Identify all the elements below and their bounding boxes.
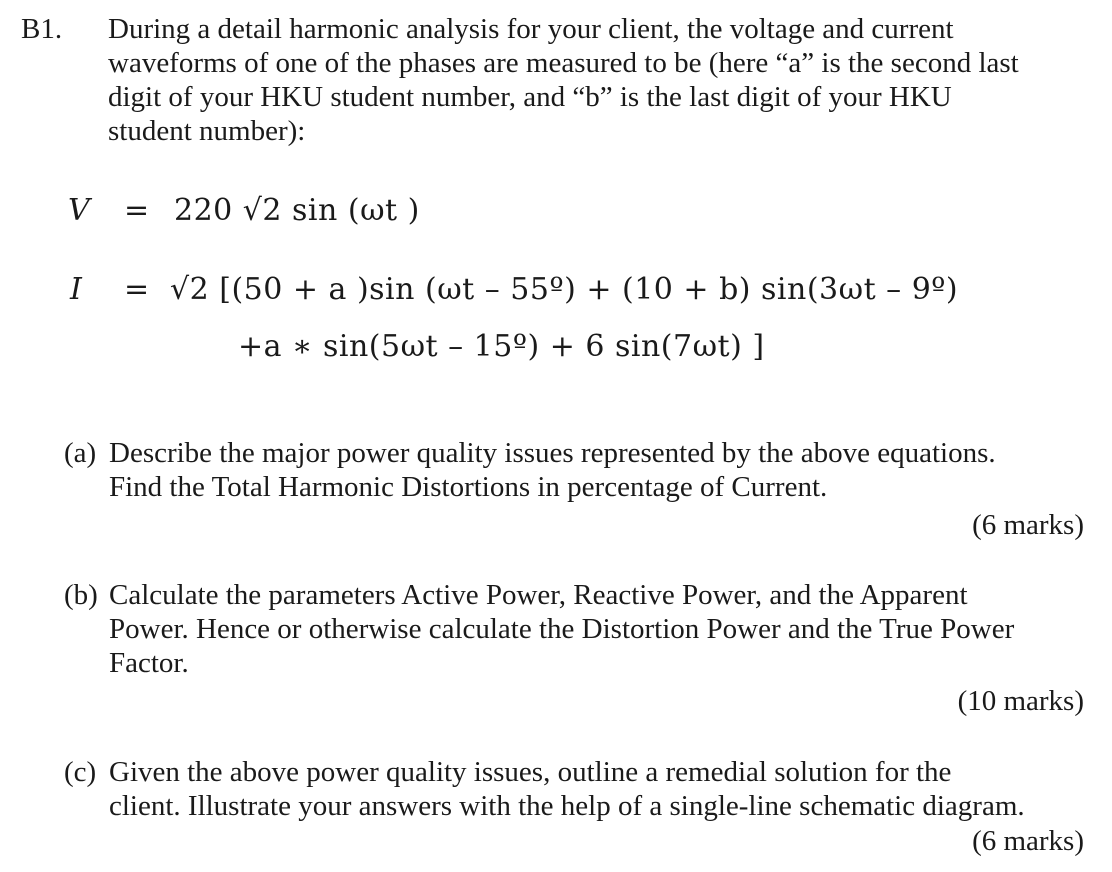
intro-line: waveforms of one of the phases are measured to be (here “a” is the second last — [108, 47, 1019, 79]
intro-line: During a detail harmonic analysis for your client, the voltage and current — [108, 13, 954, 45]
current-lhs: I — [70, 272, 83, 307]
part-b-marks: (10 marks) — [957, 685, 1084, 717]
current-rhs-line1: √2 [(50 + a )sin (ωt – 55º) + (10 + b) sin(3ωt – 9º) — [170, 272, 959, 307]
voltage-rhs: 220 √2 sin (ωt ) — [174, 193, 420, 228]
part-a-text — [109, 436, 996, 504]
part-c-marks: (6 marks) — [972, 825, 1084, 857]
question-number: B1. — [21, 13, 63, 45]
part-a-marks: (6 marks) — [972, 509, 1084, 541]
part-c-text — [109, 755, 1025, 823]
part-b-line: Calculate the parameters Active Power, Reactive Power, and the Apparent — [109, 579, 968, 611]
part-b-label: (b) — [64, 579, 98, 611]
part-c-line: Given the above power quality issues, outline a remedial solution for the — [109, 756, 952, 788]
question-intro — [108, 12, 1019, 148]
part-b-line: Factor. — [109, 647, 189, 679]
part-a-line: Find the Total Harmonic Distortions in percentage of Current. — [109, 471, 828, 503]
part-c-label: (c) — [64, 756, 97, 788]
part-b-text — [109, 578, 1014, 680]
part-b-line: Power. Hence or otherwise calculate the Distortion Power and the True Power — [109, 613, 1015, 645]
intro-line: digit of your HKU student number, and “b” is the last digit of your HKU — [108, 81, 952, 113]
voltage-equals: = — [124, 193, 150, 228]
part-c-line: client. Illustrate your answers with the help of a single-line schematic diagram. — [109, 790, 1025, 822]
intro-line: student number): — [108, 115, 306, 147]
part-a-line: Describe the major power quality issues represented by the above equations. — [109, 437, 996, 469]
part-a-label: (a) — [64, 437, 97, 469]
voltage-lhs: V — [68, 193, 91, 228]
current-equals: = — [124, 272, 150, 307]
current-rhs-line2: +a ∗ sin(5ωt – 15º) + 6 sin(7ωt) ] — [238, 329, 765, 364]
